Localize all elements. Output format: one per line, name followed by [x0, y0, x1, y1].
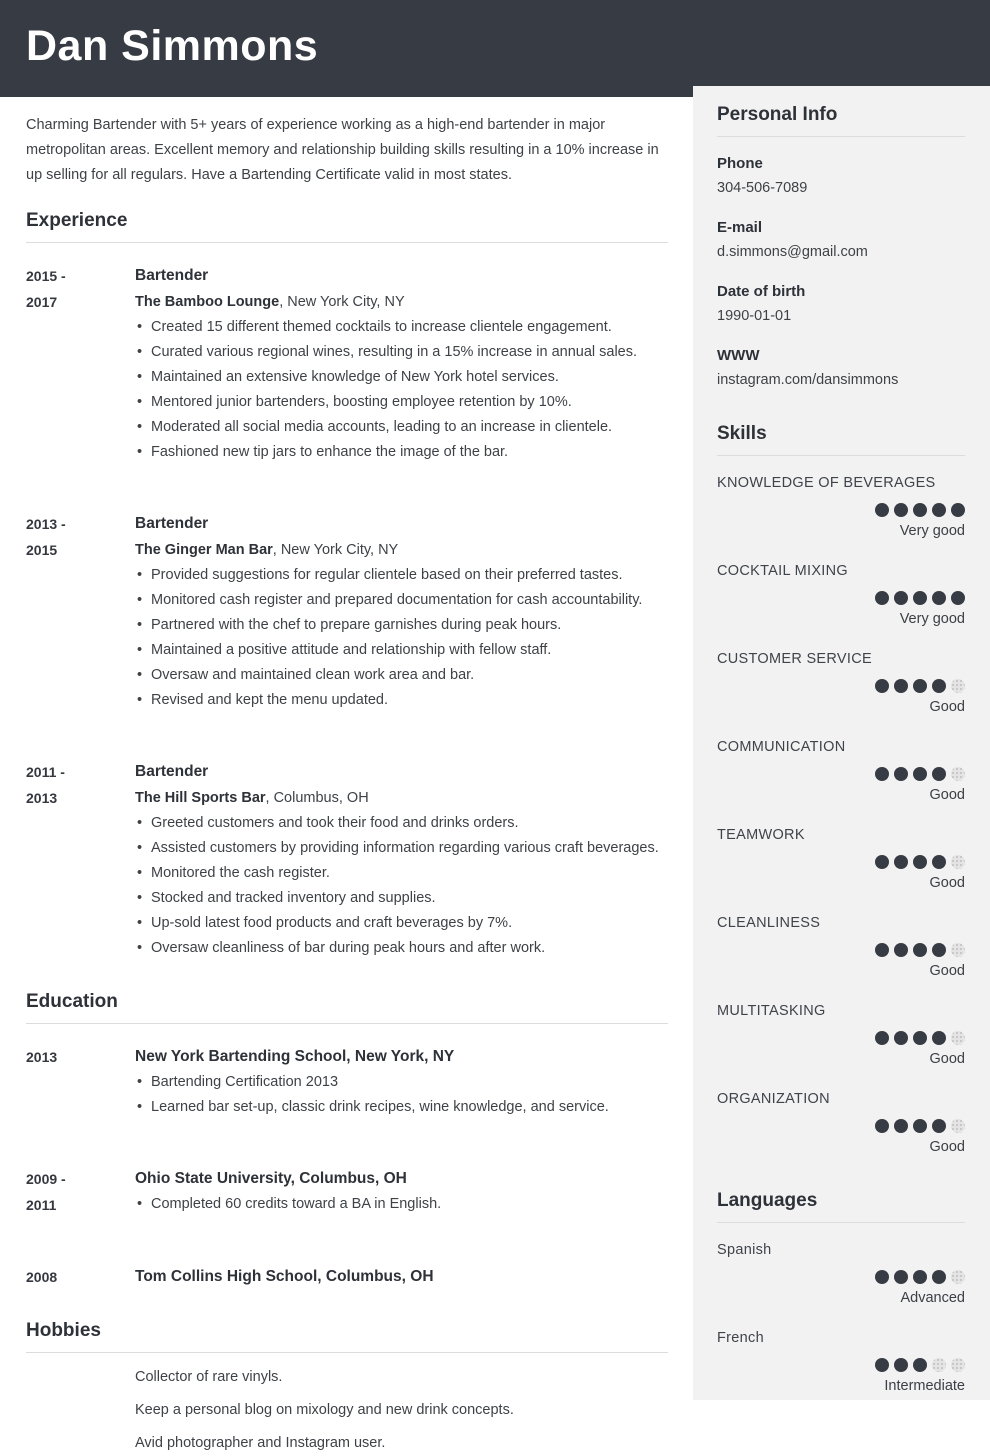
rating-dot: [913, 1031, 927, 1045]
bullet-item: • Up-sold latest food products and craft beverages by 7%.: [135, 911, 668, 936]
skill-item: [717, 911, 965, 984]
bullet-item: • Monitored cash register and prepared documentation for cash accountability.: [135, 588, 668, 613]
skill-name: CLEANLINESS: [717, 915, 821, 931]
entry-company-line: [135, 289, 668, 315]
section-title-experience: Experience: [26, 210, 668, 243]
field-value-email: d.simmons@gmail.com: [717, 244, 868, 260]
rating-dot: [932, 1358, 946, 1372]
entry-location: , New York City, NY: [272, 542, 399, 558]
date-start: 2013 -: [26, 516, 66, 532]
rating-dot: [932, 1270, 946, 1284]
rating-dot: [875, 767, 889, 781]
education-entry: [26, 1044, 668, 1120]
bullet-item: • Oversaw cleanliness of bar during peak hours and after work.: [135, 936, 668, 961]
hobby-item: Avid photographer and Instagram user.: [135, 1435, 386, 1451]
date-start: 2013: [26, 1049, 58, 1065]
date-end: 2017: [26, 294, 58, 310]
bullet-item: • Greeted customers and took their food and drinks orders.: [135, 811, 668, 836]
school-title: Ohio State University, Columbus, OH: [135, 1170, 407, 1187]
section-title-education: Education: [26, 991, 668, 1024]
education-entries: [26, 1044, 668, 1290]
entry-bullets: [135, 811, 668, 961]
skill-rating-dots: [717, 1031, 965, 1045]
skill-level: Good: [929, 963, 965, 979]
section-title-personal-info: Personal Info: [717, 104, 965, 137]
bullet-item: • Mentored junior bartenders, boosting employee retention by 10%.: [135, 390, 668, 415]
language-rating-dots: [717, 1270, 965, 1284]
rating-dot: [894, 1031, 908, 1045]
rating-dot: [951, 855, 965, 869]
field-label-email: E-mail: [717, 219, 763, 236]
header-band: [0, 0, 990, 86]
rating-dot: [932, 503, 946, 517]
skill-name: COCKTAIL MIXING: [717, 563, 848, 579]
section-title-languages: Languages: [717, 1190, 965, 1223]
rating-dot: [875, 1031, 889, 1045]
personal-info-field: [717, 151, 965, 201]
bullet-item: • Oversaw and maintained clean work area and bar.: [135, 663, 668, 688]
field-value-date-of-birth: 1990-01-01: [717, 308, 792, 324]
skill-rating-dots: [717, 1119, 965, 1133]
entry-company: The Hill Sports Bar: [135, 790, 266, 806]
date-end: 2011: [26, 1197, 57, 1213]
personal-info-field: [717, 343, 965, 393]
skill-level: Good: [929, 787, 965, 803]
rating-dot: [913, 943, 927, 957]
bullet-item: • Fashioned new tip jars to enhance the image of the bar.: [135, 440, 668, 465]
bullet-item: • Maintained an extensive knowledge of New York hotel services.: [135, 365, 668, 390]
bullet-item: • Moderated all social media accounts, leading to an increase in clientele.: [135, 415, 668, 440]
entry-dates: [26, 1264, 135, 1290]
skill-name: MULTITASKING: [717, 1003, 826, 1019]
hobbies-list: [135, 1365, 668, 1456]
bullet-item: • Partnered with the chef to prepare garnishes during peak hours.: [135, 613, 668, 638]
rating-dot: [913, 855, 927, 869]
main-column: [0, 86, 693, 1451]
skill-name: KNOWLEDGE OF BEVERAGES: [717, 475, 936, 491]
date-end: 2015: [26, 542, 58, 558]
rating-dot: [894, 767, 908, 781]
rating-dot: [951, 943, 965, 957]
skill-name: TEAMWORK: [717, 827, 805, 843]
rating-dot: [875, 591, 889, 605]
personal-info-field: [717, 279, 965, 329]
content-columns: [0, 86, 990, 1451]
rating-dot: [894, 503, 908, 517]
rating-dot: [932, 679, 946, 693]
entry-dates: [26, 1044, 135, 1120]
skill-item: [717, 559, 965, 632]
entry-dates: [26, 263, 135, 465]
hobby-item: Collector of rare vinyls.: [135, 1369, 283, 1385]
bullet-item: • Created 15 different themed cocktails to increase clientele engagement.: [135, 315, 668, 340]
experience-entries: [26, 263, 668, 961]
skill-rating-dots: [717, 855, 965, 869]
skill-item: [717, 999, 965, 1072]
skill-level: Very good: [899, 523, 965, 539]
entry-bullets: [135, 1070, 668, 1120]
rating-dot: [932, 1119, 946, 1133]
entry-body: [135, 759, 668, 961]
bullet-item: • Revised and kept the menu updated.: [135, 688, 668, 713]
rating-dot: [875, 1270, 889, 1284]
section-title-hobbies: Hobbies: [26, 1320, 668, 1353]
hobby-item: Keep a personal blog on mixology and new drink concepts.: [135, 1402, 514, 1418]
education-entry: [26, 1264, 668, 1290]
entry-company: The Ginger Man Bar: [135, 542, 273, 558]
entry-dates: [26, 1166, 135, 1218]
date-start: 2011 -: [26, 764, 65, 780]
rating-dot: [951, 1270, 965, 1284]
entry-body: [135, 1264, 668, 1290]
entry-company-line: [135, 537, 668, 563]
name-title: Dan Simmons: [26, 22, 319, 70]
skill-name: ORGANIZATION: [717, 1091, 830, 1107]
skill-level: Very good: [899, 611, 965, 627]
entry-body: [135, 263, 668, 465]
skill-level: Good: [929, 699, 965, 715]
field-value-www: instagram.com/dansimmons: [717, 372, 899, 388]
school-title: Tom Collins High School, Columbus, OH: [135, 1268, 434, 1285]
entry-company: The Bamboo Lounge: [135, 294, 280, 310]
rating-dot: [913, 679, 927, 693]
entry-location: , New York City, NY: [279, 294, 405, 310]
entry-role: Bartender: [135, 763, 209, 780]
rating-dot: [894, 591, 908, 605]
entry-bullets: [135, 315, 668, 465]
skill-rating-dots: [717, 503, 965, 517]
field-label-date-of-birth: Date of birth: [717, 283, 806, 300]
skill-item: [717, 471, 965, 544]
rating-dot: [913, 591, 927, 605]
rating-dot: [875, 1358, 889, 1372]
language-level: Advanced: [900, 1290, 965, 1306]
bullet-item: • Bartending Certification 2013: [135, 1070, 668, 1095]
skill-level: Good: [929, 1139, 965, 1155]
rating-dot: [894, 1270, 908, 1284]
rating-dot: [932, 591, 946, 605]
date-start: 2008: [26, 1269, 58, 1285]
experience-entry: [26, 759, 668, 961]
section-title-skills: Skills: [717, 423, 965, 456]
skill-level: Good: [929, 875, 965, 891]
summary-text: Charming Bartender with 5+ years of experience working as a high-end bartender in major metropolitan areas. Excellent memory and relationship building skills resulting in a 10% increase in up selling for all regulars. Have a Bartending Certificate valid in most states.: [26, 117, 659, 183]
rating-dot: [875, 943, 889, 957]
entry-bullets: [135, 563, 668, 713]
rating-dot: [894, 943, 908, 957]
entry-location: , Columbus, OH: [265, 790, 369, 806]
rating-dot: [894, 1119, 908, 1133]
entry-body: [135, 1044, 668, 1120]
experience-entry: [26, 511, 668, 713]
bullet-item: • Provided suggestions for regular clientele based on their preferred tastes.: [135, 563, 668, 588]
rating-dot: [951, 767, 965, 781]
skill-item: [717, 1087, 965, 1160]
field-value-phone: 304-506-7089: [717, 180, 808, 196]
field-label-www: WWW: [717, 347, 760, 364]
entry-role: Bartender: [135, 515, 209, 532]
skill-item: [717, 735, 965, 808]
rating-dot: [951, 1358, 965, 1372]
bullet-item: • Monitored the cash register.: [135, 861, 668, 886]
rating-dot: [932, 1031, 946, 1045]
school-title: New York Bartending School, New York, NY: [135, 1048, 455, 1065]
language-name: French: [717, 1330, 764, 1346]
entry-company-line: [135, 785, 668, 811]
language-item: [717, 1326, 965, 1399]
rating-dot: [875, 503, 889, 517]
sidebar: [693, 86, 990, 1400]
entry-dates: [26, 759, 135, 961]
entry-dates: [26, 511, 135, 713]
skill-item: [717, 647, 965, 720]
rating-dot: [951, 1031, 965, 1045]
language-level: Intermediate: [884, 1378, 965, 1394]
rating-dot: [951, 1119, 965, 1133]
rating-dot: [951, 503, 965, 517]
skill-name: CUSTOMER SERVICE: [717, 651, 872, 667]
rating-dot: [951, 679, 965, 693]
bullet-item: • Stocked and tracked inventory and supplies.: [135, 886, 668, 911]
rating-dot: [894, 679, 908, 693]
rating-dot: [875, 679, 889, 693]
bullet-item: • Assisted customers by providing information regarding various craft beverages.: [135, 836, 668, 861]
rating-dot: [913, 1119, 927, 1133]
bullet-item: • Completed 60 credits toward a BA in English.: [135, 1192, 668, 1217]
rating-dot: [932, 855, 946, 869]
rating-dot: [951, 591, 965, 605]
entry-body: [135, 511, 668, 713]
skill-rating-dots: [717, 679, 965, 693]
field-label-phone: Phone: [717, 155, 763, 172]
date-start: 2009 -: [26, 1171, 66, 1187]
rating-dot: [913, 503, 927, 517]
entry-body: [135, 1166, 668, 1218]
language-rating-dots: [717, 1358, 965, 1372]
entry-role: Bartender: [135, 267, 209, 284]
experience-entry: [26, 263, 668, 465]
rating-dot: [875, 855, 889, 869]
language-item: [717, 1238, 965, 1311]
rating-dot: [894, 855, 908, 869]
personal-info-field: [717, 215, 965, 265]
bullet-item: • Maintained a positive attitude and relationship with fellow staff.: [135, 638, 668, 663]
rating-dot: [913, 1358, 927, 1372]
rating-dot: [913, 767, 927, 781]
bullet-item: • Curated various regional wines, resulting in a 15% increase in annual sales.: [135, 340, 668, 365]
bullet-item: • Learned bar set-up, classic drink recipes, wine knowledge, and service.: [135, 1095, 668, 1120]
skill-level: Good: [929, 1051, 965, 1067]
rating-dot: [932, 767, 946, 781]
skill-rating-dots: [717, 943, 965, 957]
rating-dot: [894, 1358, 908, 1372]
date-end: 2013: [26, 790, 58, 806]
education-entry: [26, 1166, 668, 1218]
rating-dot: [913, 1270, 927, 1284]
skill-name: COMMUNICATION: [717, 739, 846, 755]
skill-rating-dots: [717, 767, 965, 781]
skill-item: [717, 823, 965, 896]
entry-bullets: [135, 1192, 668, 1217]
rating-dot: [875, 1119, 889, 1133]
language-name: Spanish: [717, 1242, 772, 1258]
date-start: 2015 -: [26, 268, 66, 284]
rating-dot: [932, 943, 946, 957]
skill-rating-dots: [717, 591, 965, 605]
